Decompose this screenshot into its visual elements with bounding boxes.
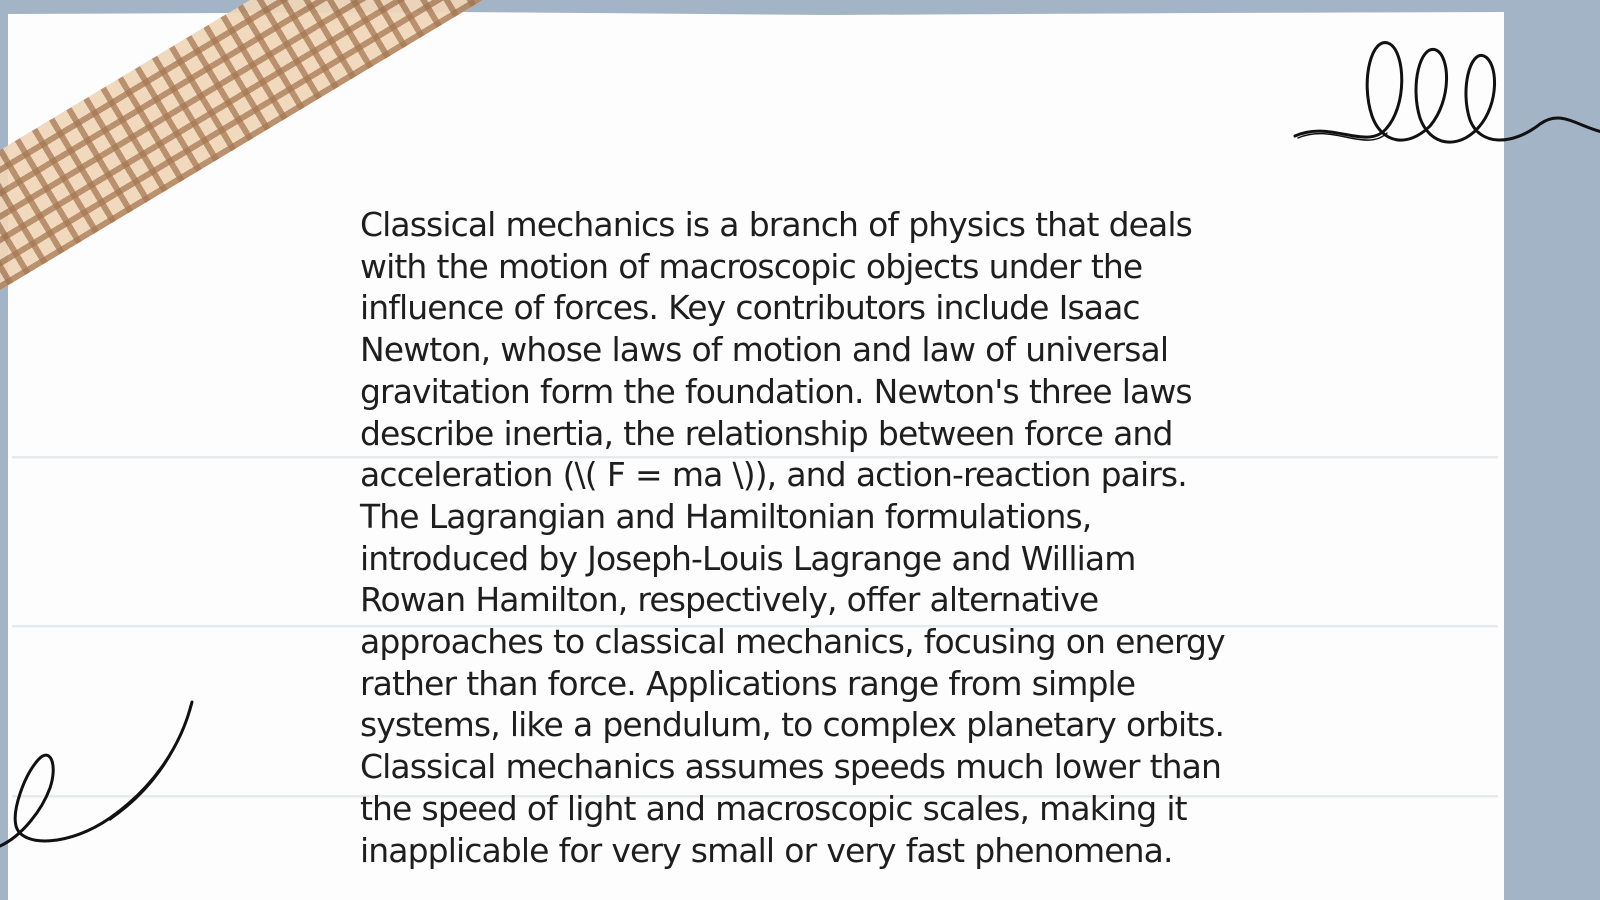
document-body-text: Classical mechanics is a branch of physics that deals with the motion of macroscopic objects under the influence of forces. Key contributors include Isaac Newton, whose laws of motion and law of universal gravitation form the foundation. Newton's three laws describe inertia, the relationship between force and acceleration (\( F = ma \)), and action-reaction pairs. The Lagrangian and Hamiltonian formulations, introduced by Joseph-Louis Lagrange and William Rowan Hamilton, respectively, offer alternative approaches to classical mechanics, focusing on energy rather than force. Applications range from simple systems, like a pendulum, to complex planetary orbits. Classical mechanics assumes speeds much lower than the speed of light and macroscopic scales, making it inapplicable for very small or very fast phenomena.: [360, 205, 1225, 870]
cursive-loops-doodle-icon: [1290, 28, 1600, 168]
cursive-swirl-doodle-icon: [0, 690, 210, 850]
